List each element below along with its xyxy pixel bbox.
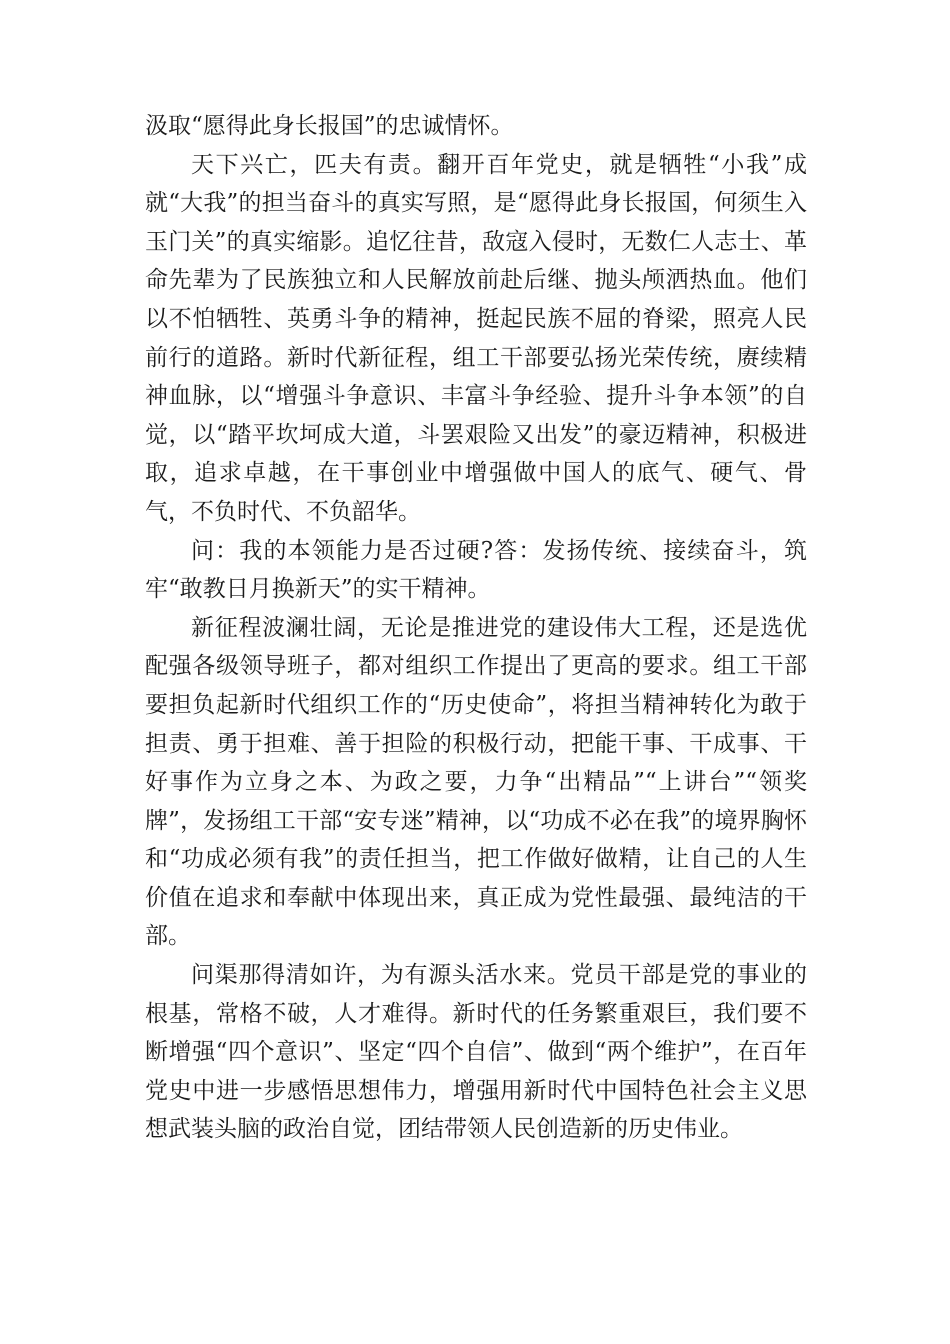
paragraph-history-responsibility: 天下兴亡，匹夫有责。翻开百年党史，就是牺牲“小我”成就“大我”的担当奋斗的真实写照，是“愿得此身长报国，何须生入玉门关”的真实缩影。追忆往昔，敌寇入侵时，无数仁人志士、革命先辈为了民族独立和人民解放前赴后继、抛头颅洒热血。他们以不怕牺牲、英勇斗争的精神，挺起民族不屈的脊梁，照亮人民前行的道路。新时代新征程，组工干部要弘扬光荣传统，赓续精神血脉，以“增强斗争意识、丰富斗争经验、提升斗争本领”的自觉，以“踏平坎坷成大道，斗罢艰险又出发”的豪迈精神，积极进取，追求卓越，在干事创业中增强做中国人的底气、硬气、骨气，不负时代、不负韶华。 <box>145 151 807 525</box>
paragraph-question-ability: 问：我的本领能力是否过硬?答：发扬传统、接续奋斗，筑牢“敢教日月换新天”的实干精神。 <box>145 537 807 603</box>
paragraph-continuation: 汲取“愿得此身长报国”的忠诚情怀。 <box>145 113 514 139</box>
paragraph-new-journey: 新征程波澜壮阔，无论是推进党的建设伟大工程，还是选优配强各级领导班子，都对组织工作提出了更高的要求。组工干部要担负起新时代组织工作的“历史使命”，将担当精神转化为敢于担责、勇于担难、善于担险的积极行动，把能干事、干成事、干好事作为立身之本、为政之要，力争“出精品”“上讲台”“领奖牌”，发扬组工干部“安专迷”精神，以“功成不必在我”的境界胸怀和“功成必须有我”的责任担当，把工作做好做精，让自己的人生价值在追求和奉献中体现出来，真正成为党性最强、最纯洁的干部。 <box>145 614 807 950</box>
paragraph-source-water: 问渠那得清如许，为有源头活水来。党员干部是党的事业的根基，常格不破，人才难得。新时代的任务繁重艰巨，我们要不断增强“四个意识”、坚定“四个自信”、做到“两个维护”，在百年党史中进一步感悟思想伟力，增强用新时代中国特色社会主义思想武装头脑的政治自觉，团结带领人民创造新的历史伟业。 <box>145 962 807 1143</box>
document-body <box>145 107 807 1149</box>
